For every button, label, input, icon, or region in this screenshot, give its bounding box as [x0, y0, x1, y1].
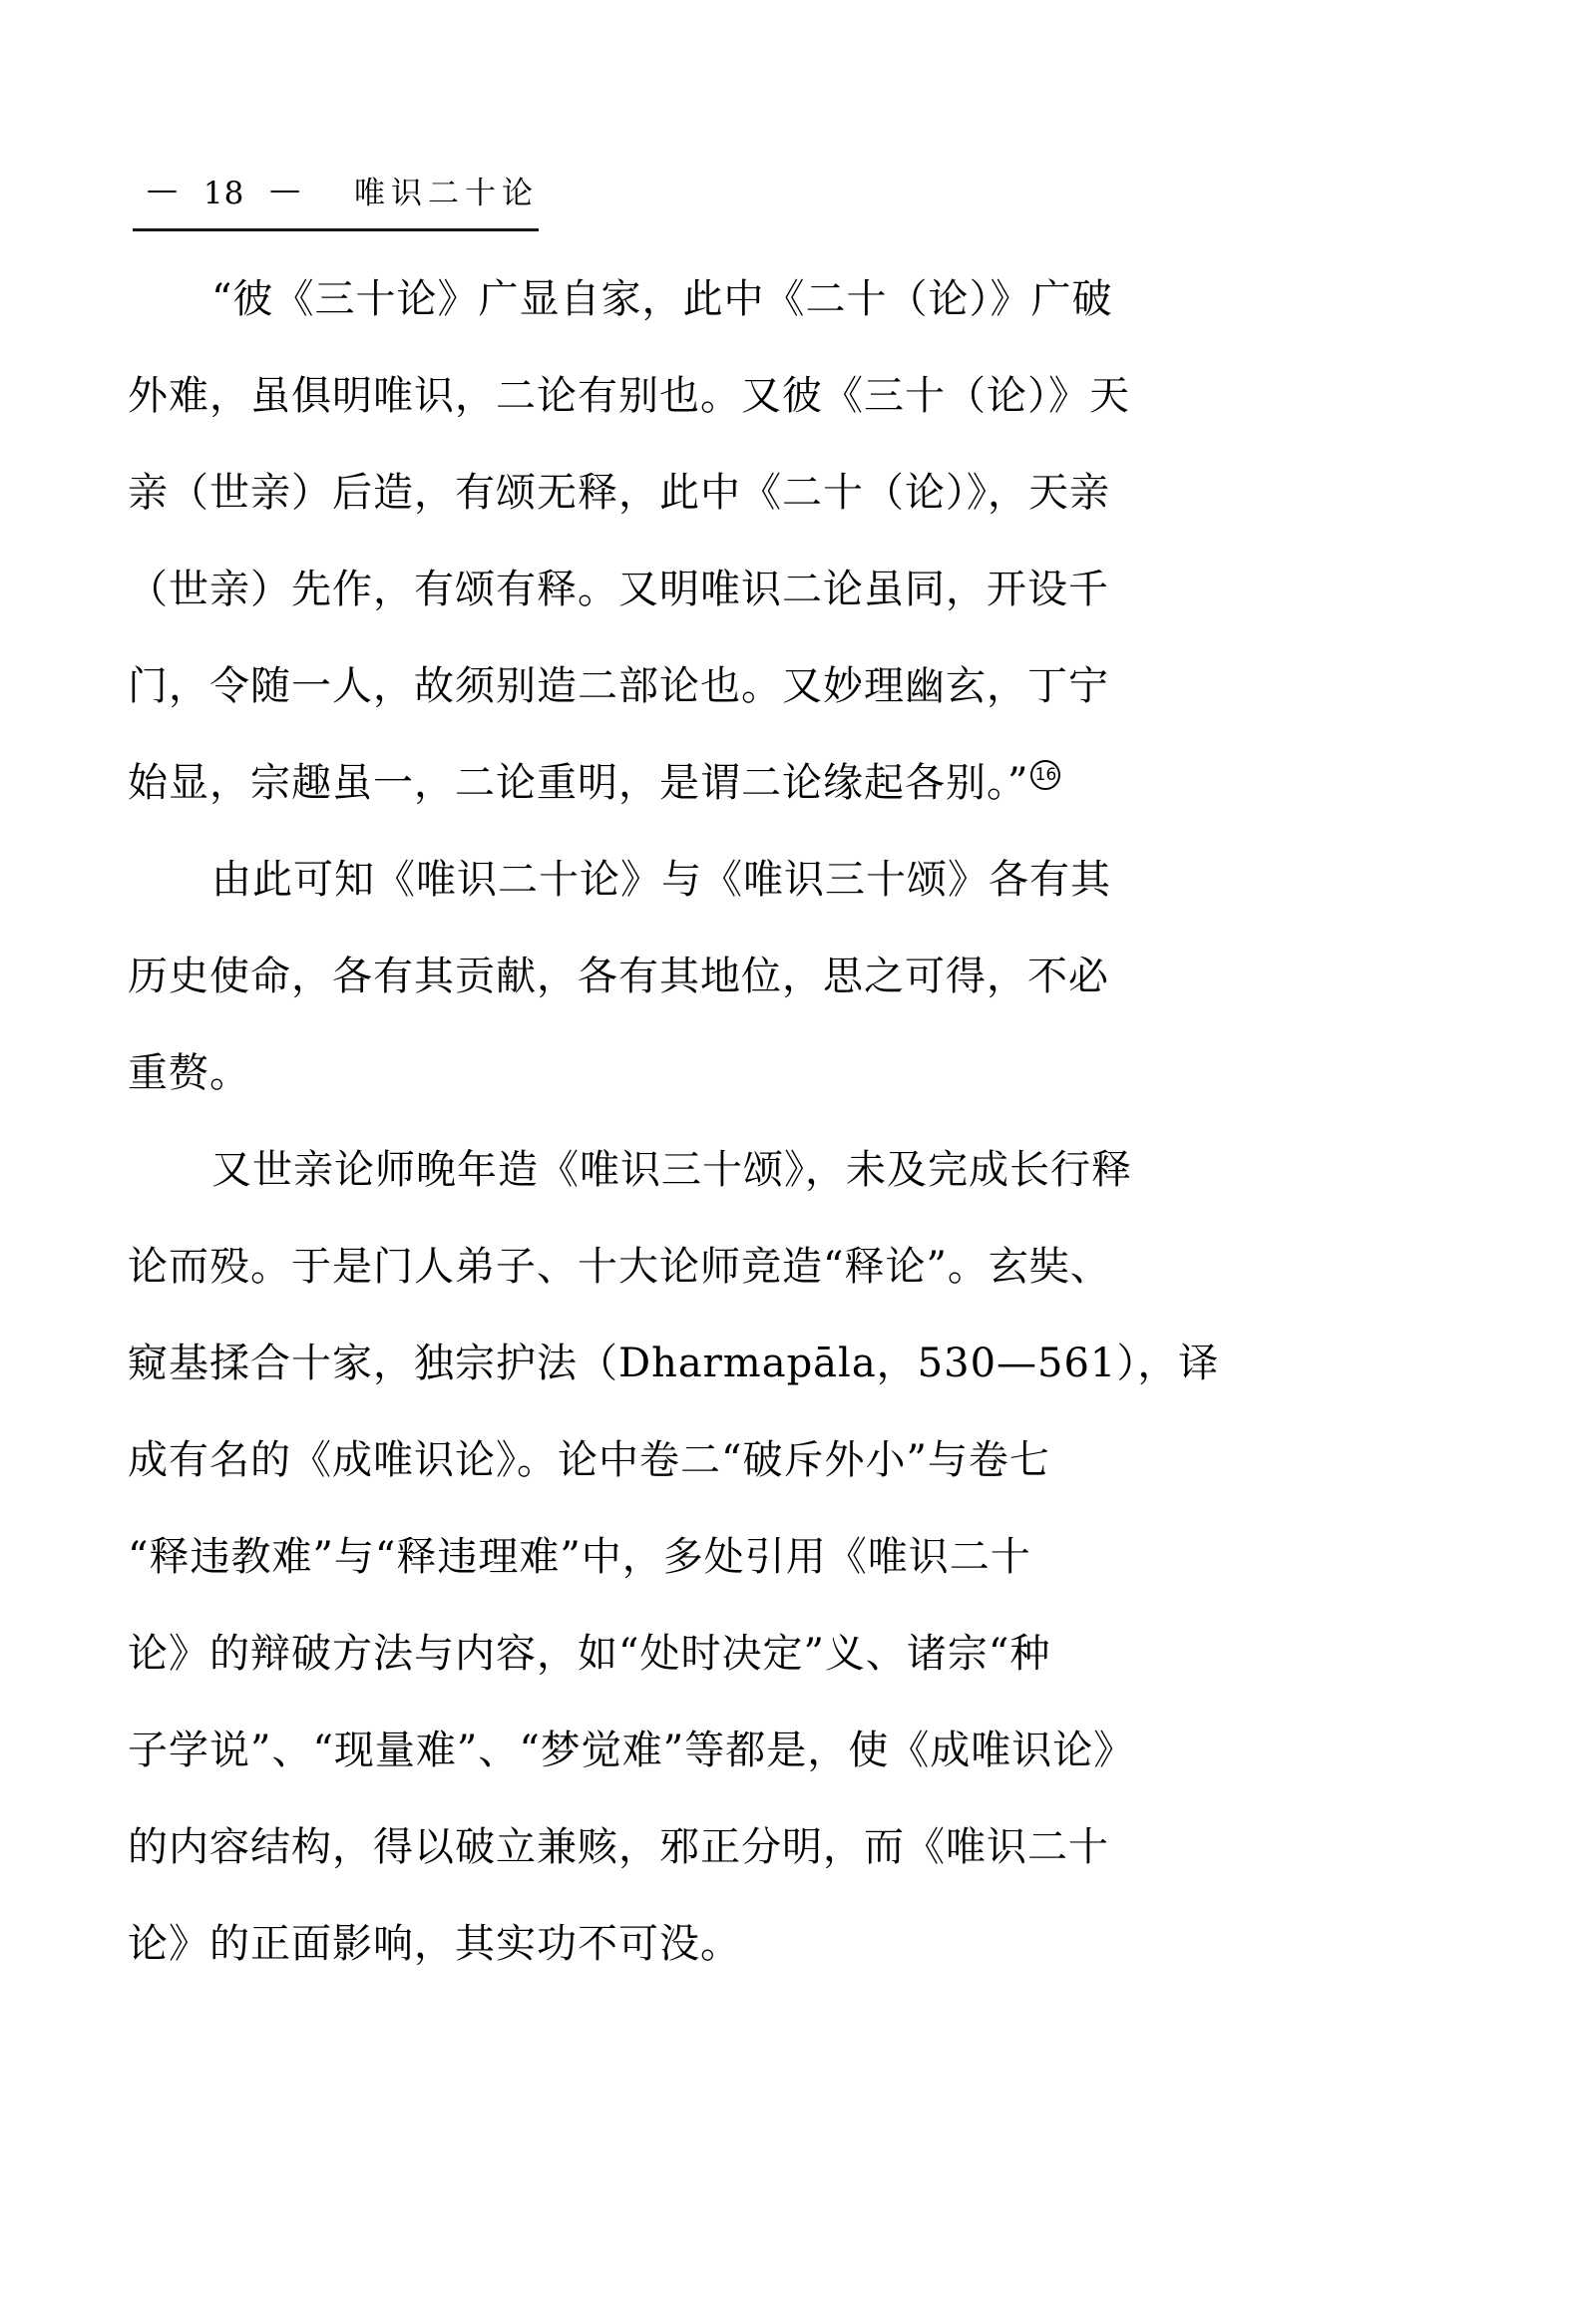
text-line: 又世亲论师晚年造《唯识三十颂》，未及完成长行释: [211, 1147, 1132, 1193]
text-line-content: 始显，宗趣虽一，二论重明，是谓二论缘起各别。”: [128, 760, 1029, 806]
text-line: 历史使命，各有其贡献，各有其地位，思之可得，不必: [128, 954, 1109, 999]
body-text: [128, 251, 1220, 1993]
header-left-dash: —: [147, 172, 179, 207]
text-line: 的内容结构，得以破立兼赅，邪正分明，而《唯识二十: [128, 1824, 1109, 1870]
text-line: 由此可知《唯识二十论》与《唯识三十颂》各有其: [211, 857, 1111, 903]
text-line: 论而殁。于是门人弟子、十大论师竞造“释论”。玄奘、: [128, 1244, 1111, 1290]
text-line: “彼《三十论》广显自家，此中《二十（论）》广破: [211, 276, 1113, 322]
page-number: 18: [202, 176, 245, 211]
text-line: （世亲）先作，有颂有释。又明唯识二论虽同，开设千: [128, 567, 1109, 612]
text-line: 论》的正面影响，其实功不可没。: [128, 1921, 741, 1967]
text-line: “释违教难”与“释违理难”中，多处引用《唯识二十: [128, 1534, 1031, 1580]
text-line: 门，令随一人，故须别造二部论也。又妙理幽玄，丁宁: [128, 663, 1109, 709]
header-right-dash: —: [269, 172, 302, 207]
text-line: [128, 735, 1057, 832]
text-line: 成有名的《成唯识论》。论中卷二“破斥外小”与卷七: [128, 1437, 1050, 1483]
footnote-marker: 16: [1030, 760, 1060, 790]
text-line: 子学说”、“现量难”、“梦觉难”等都是，使《成唯识论》: [128, 1728, 1135, 1773]
book-title: 唯识二十论: [354, 176, 540, 211]
running-header: [133, 168, 539, 231]
text-line: 窥基揉合十家，独宗护法（Dharmapāla，530—561），译: [128, 1341, 1220, 1386]
text-line: 亲（世亲）后造，有颂无释，此中《二十（论）》，天亲: [128, 470, 1110, 516]
text-line: 外难，虽俱明唯识，二论有别也。又彼《三十（论）》天: [128, 373, 1130, 419]
text-line: 重赘。: [128, 1050, 250, 1096]
text-line: 论》的辩破方法与内容，如“处时决定”义、诸宗“种: [128, 1631, 1051, 1677]
